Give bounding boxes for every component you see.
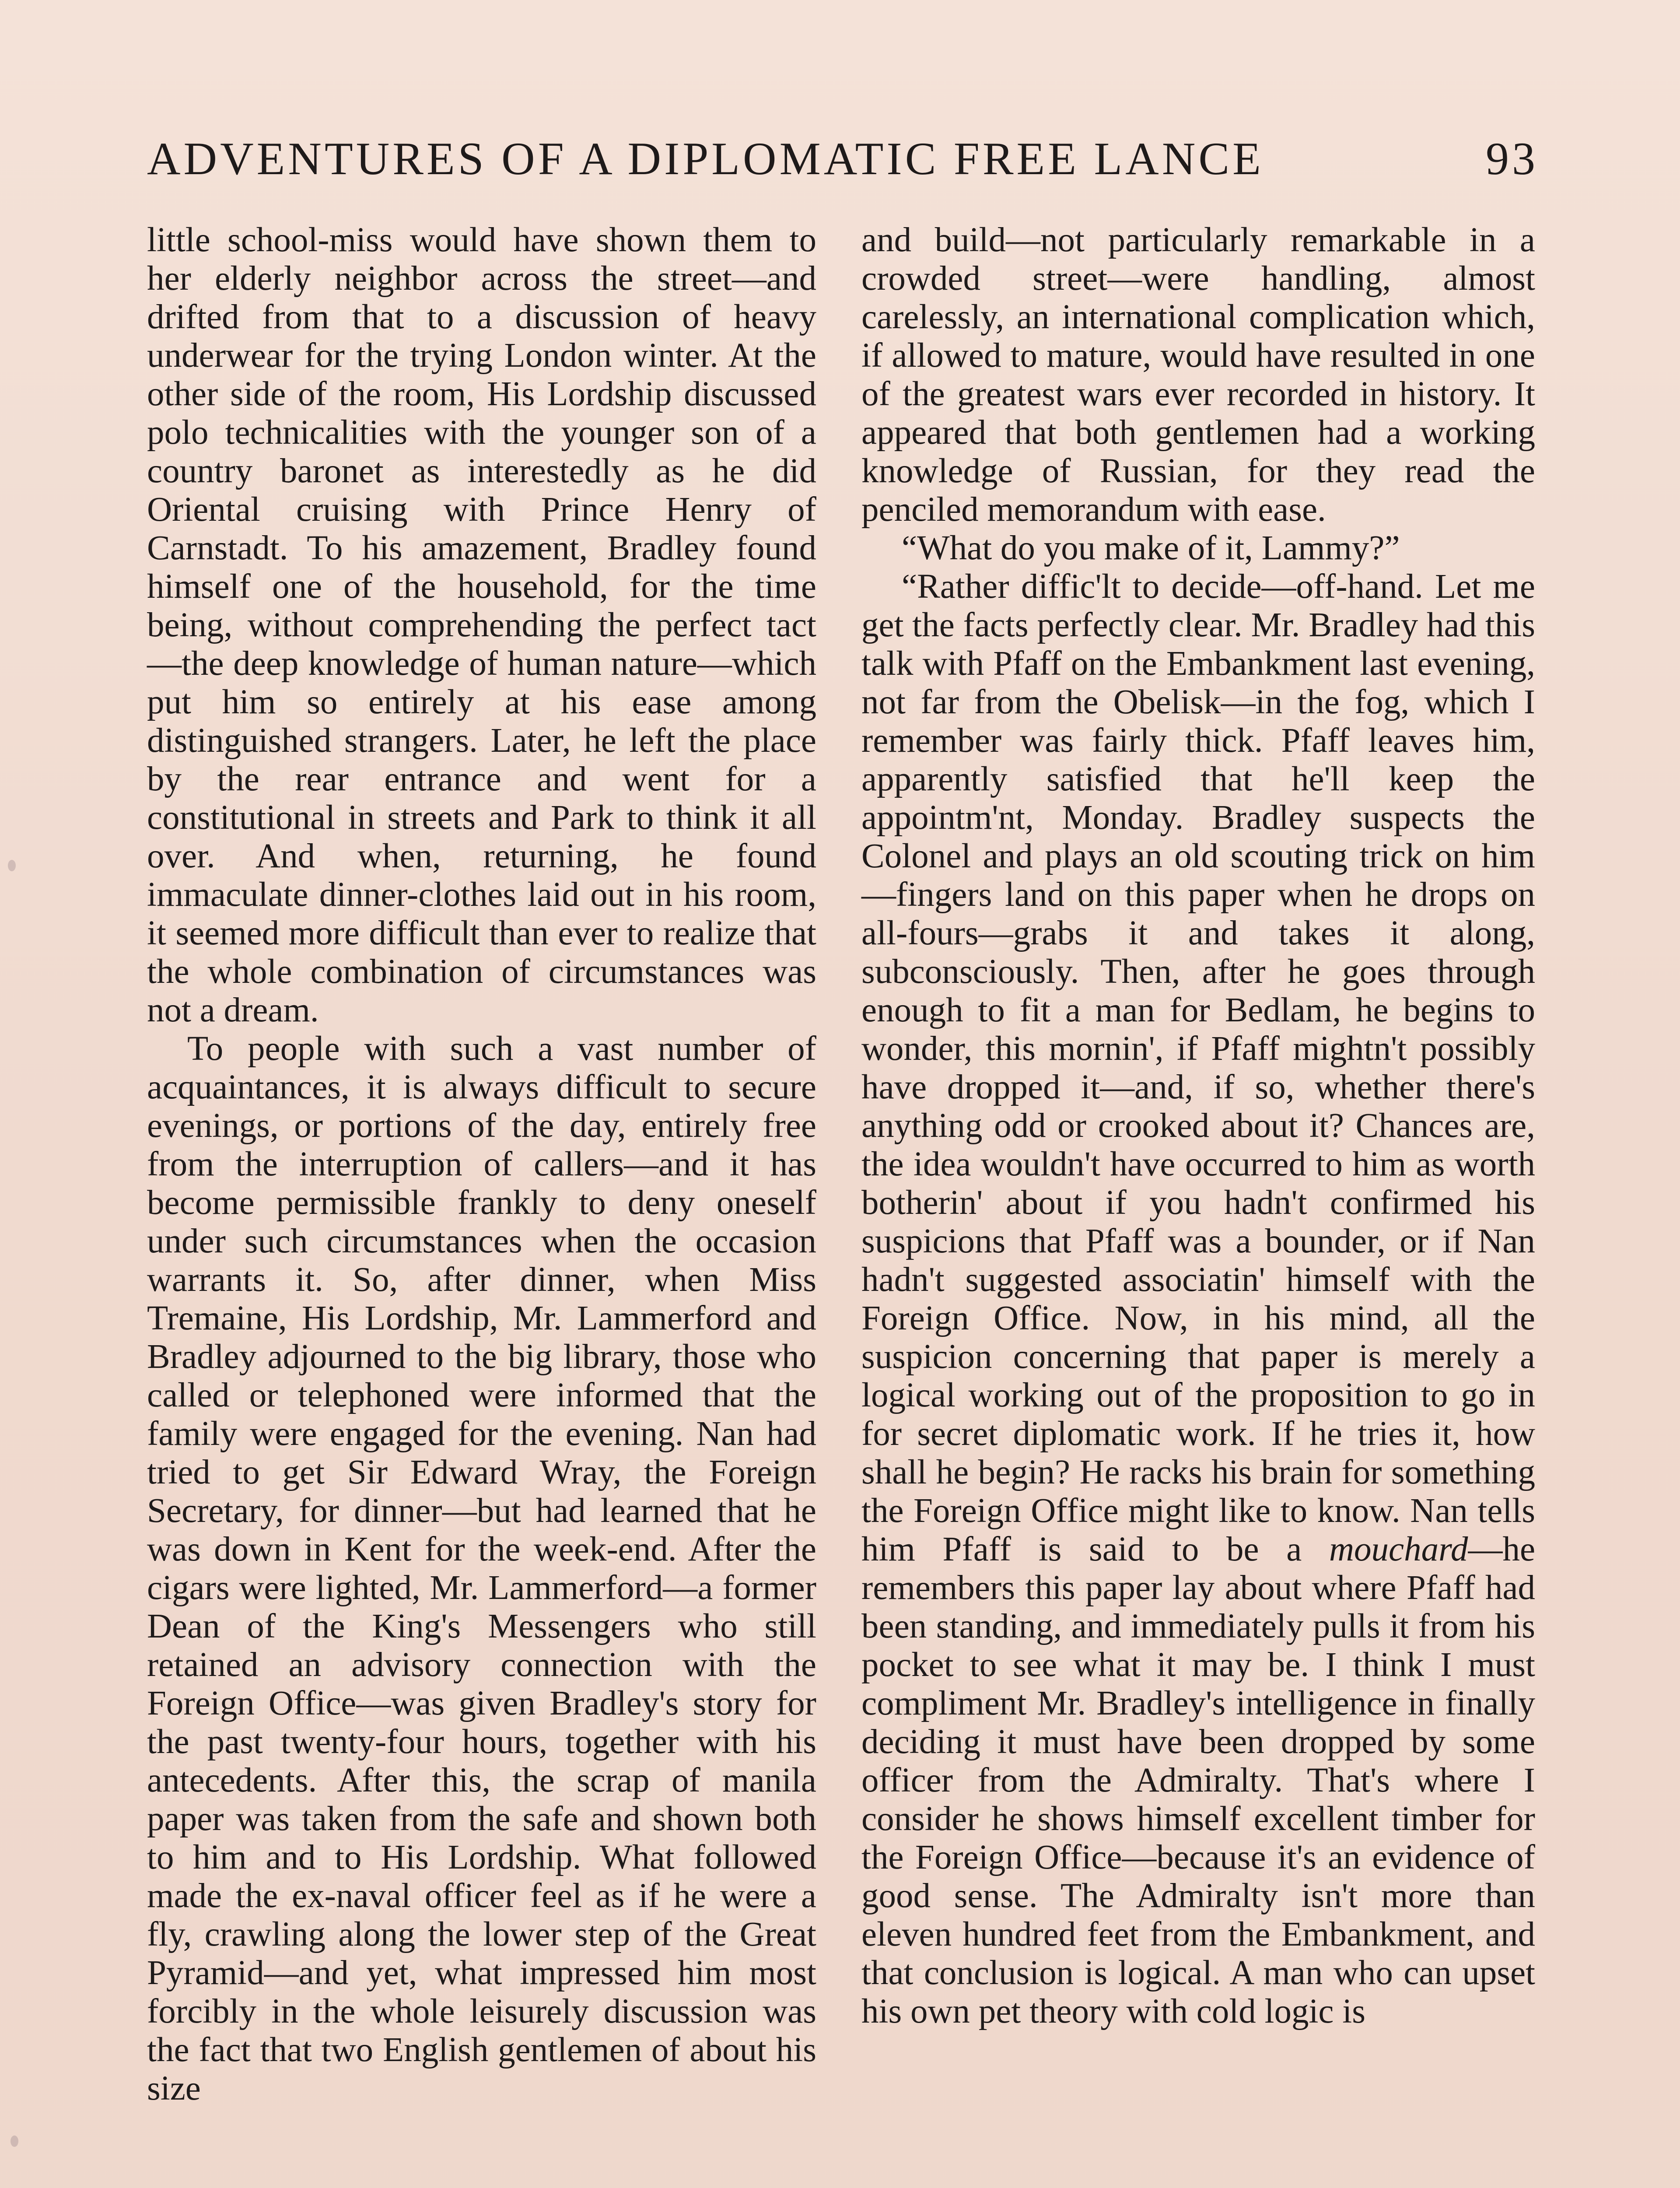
running-title: ADVENTURES OF A DIPLOMATIC FREE LANCE [147, 133, 1264, 184]
running-header [147, 126, 1538, 192]
paragraph-text: —he remembers this paper lay about where Pfaff had been standing, and immediately pulls it from his pocket to see what it may be. I think I must compliment Mr. Bradley's intelligence in finally deciding it must have been dropped by some officer from the Admiralty. That's where I consider he shows himself excellent timber for the Foreign Office—because it's an evidence of good sense. The Admiralty isn't more than eleven hundred feet from the Embankment, and that conclusion is logical. A man who can upset his own pet theory with cold logic is [861, 1530, 1536, 2030]
paragraph: and build—not particularly remarkable in a crowded street—were handling, almost carelessly, an international complication which, if allowed to mature, would have resulted in one of the greatest wars ever recorded in history. It appeared that both gentlemen had a working knowledge of Russian, for they read the penciled memorandum with ease. [861, 221, 1535, 529]
paper-speck [8, 860, 16, 871]
page-number: 93 [1486, 133, 1538, 184]
paper-speck [10, 2135, 18, 2147]
left-column [147, 221, 816, 2108]
right-column [861, 221, 1535, 2031]
paragraph-text: “Rather diffic'lt to decide—off-hand. Let me get the facts perfectly clear. Mr. Bradley had this talk with Pfaff on the Embankment last evening, not far from the Obelisk—in the fog, which I remember was fairly thick. Pfaff leaves him, apparently satisfied that he'll keep the appointm'nt, Monday. Bradley suspects the Colonel and plays an old scouting trick on him—fingers land on this paper when he drops on all-fours—grabs it and takes it along, subconsciously. Then, after he goes through enough to fit a man for Bedlam, he begins to wonder, this mornin', if Pfaff mightn't possibly have dropped it—and, if so, whether there's anything odd or crooked about it? Chances are, the idea wouldn't have occurred to him as worth botherin' about if you hadn't confirmed his suspicions that Pfaff was a bounder, or if Nan hadn't suggested associatin' himself with the Foreign Office. Now, in his mind, all the suspicion concerning that paper is merely a logical working out of the proposition to go in for secret diplomatic work. If he tries it, how shall he begin? He racks his brain for something the Foreign Office might like to know. Nan tells him Pfaff is said to be a [861, 568, 1535, 1568]
italic-word: mouchard [1329, 1530, 1468, 1568]
paragraph [861, 568, 1535, 2031]
paragraph: little school-miss would have shown them to her elderly neighbor across the street—and drifted from that to a discussion of heavy underwear for the trying London winter. At the other side of the room, His Lordship discussed polo technicalities with the younger son of a country baronet as interestedly as he did Oriental cruising with Prince Henry of Carnstadt. To his amazement, Bradley found himself one of the household, for the time being, without comprehending the perfect tact—the deep knowledge of human nature—which put him so entirely at his ease among distinguished strangers. Later, he left the place by the rear entrance and went for a constitutional in streets and Park to think it all over. And when, returning, he found immaculate dinner-clothes laid out in his room, it seemed more difficult than ever to realize that the whole combination of circumstances was not a dream. [147, 221, 816, 1029]
dialogue-line: “What do you make of it, Lammy?” [902, 529, 1400, 567]
paragraph: To people with such a vast number of acquaintances, it is always difficult to secure evenings, or portions of the day, entirely free from the interruption of callers—and it has become permissible frankly to deny oneself under such circumstances when the occasion warrants it. So, after dinner, when Miss Tremaine, His Lordship, Mr. Lammerford and Bradley adjourned to the big library, those who called or telephoned were informed that the family were engaged for the evening. Nan had tried to get Sir Edward Wray, the Foreign Secretary, for dinner—but had learned that he was down in Kent for the week-end. After the cigars were lighted, Mr. Lammerford—a former Dean of the King's Messengers who still retained an advisory connection with the Foreign Office—was given Bradley's story for the past twenty-four hours, together with his antecedents. After this, the scrap of manila paper was taken from the safe and shown both to him and to His Lordship. What followed made the ex-naval officer feel as if he were a fly, crawling along the lower step of the Great Pyramid—and yet, what impressed him most forcibly in the whole leisurely discussion was the fact that two English gentlemen of about his size [147, 1030, 816, 2107]
